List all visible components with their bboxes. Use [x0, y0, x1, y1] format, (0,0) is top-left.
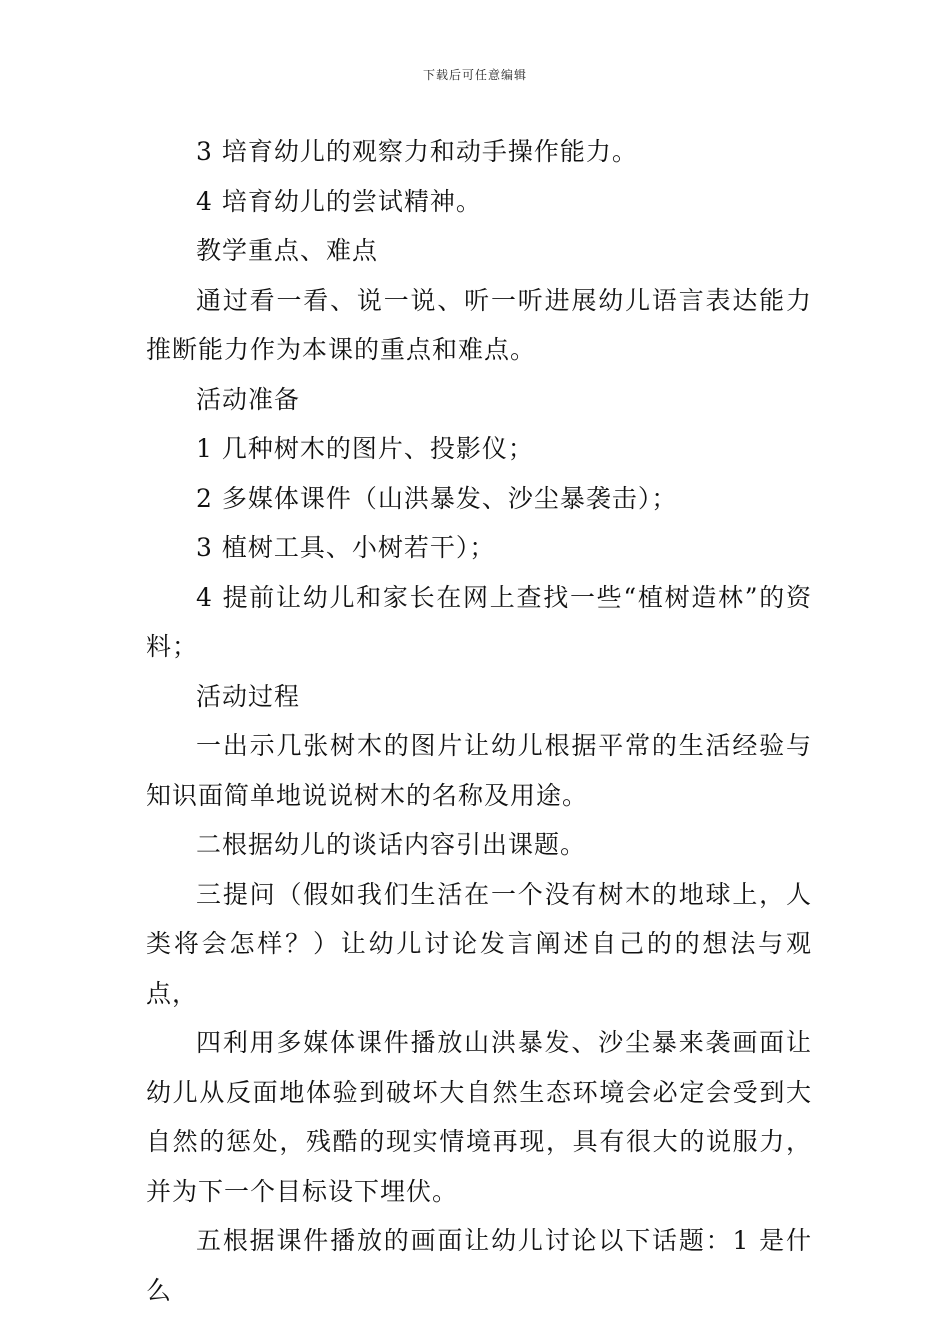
heading-key-points: 教学重点、难点 [196, 236, 379, 265]
paragraph-step-1: 一出示几张树木的图片让幼儿根据平常的生活经验与知识面简单地说说树木的名称及用途。 [146, 731, 812, 810]
document-body [146, 127, 812, 1315]
paragraph-step-4: 四利用多媒体课件播放山洪暴发、沙尘暴来袭画面让幼儿从反面地体验到破坏大自然生态环境会必定会受到大自然的惩处，残酷的现实情境再现，具有很大的说服力，并为下一个目标设下埋伏。 [146, 1028, 812, 1206]
header-note: 下载后可任意编辑 [422, 68, 527, 82]
paragraph-step-2: 二根据幼儿的谈话内容引出课题。 [196, 830, 587, 859]
paragraph-goal-4: 4 培育幼儿的尝试精神。 [196, 186, 482, 216]
paragraph-goal-3: 3 培育幼儿的观察力和动手操作能力。 [196, 137, 638, 166]
heading-preparation: 活动准备 [196, 384, 301, 414]
paragraph-prep-1: 1 几种树木的图片、投影仪； [196, 434, 534, 463]
paragraph-step-5: 五根据课件播放的画面让幼儿讨论以下话题：1 是什么 [146, 1226, 812, 1305]
paragraph-prep-2: 2 多媒体课件（山洪暴发、沙尘暴袭击）； [196, 483, 678, 513]
paragraph-prep-4: 4 提前让幼儿和家长在网上查找一些“植树造林”的资料； [146, 582, 812, 661]
paragraph-key-points: 通过看一看、说一说、听一听进展幼儿语言表达能力推断能力作为本课的重点和难点。 [146, 285, 812, 364]
paragraph-step-3: 三提问（假如我们生活在一个没有树木的地球上，人类将会怎样？）让幼儿讨论发言阐述自己的的想法与观点， [146, 879, 812, 1008]
paragraph-prep-3: 3 植树工具、小树若干）； [196, 533, 496, 562]
heading-process: 活动过程 [196, 681, 301, 711]
